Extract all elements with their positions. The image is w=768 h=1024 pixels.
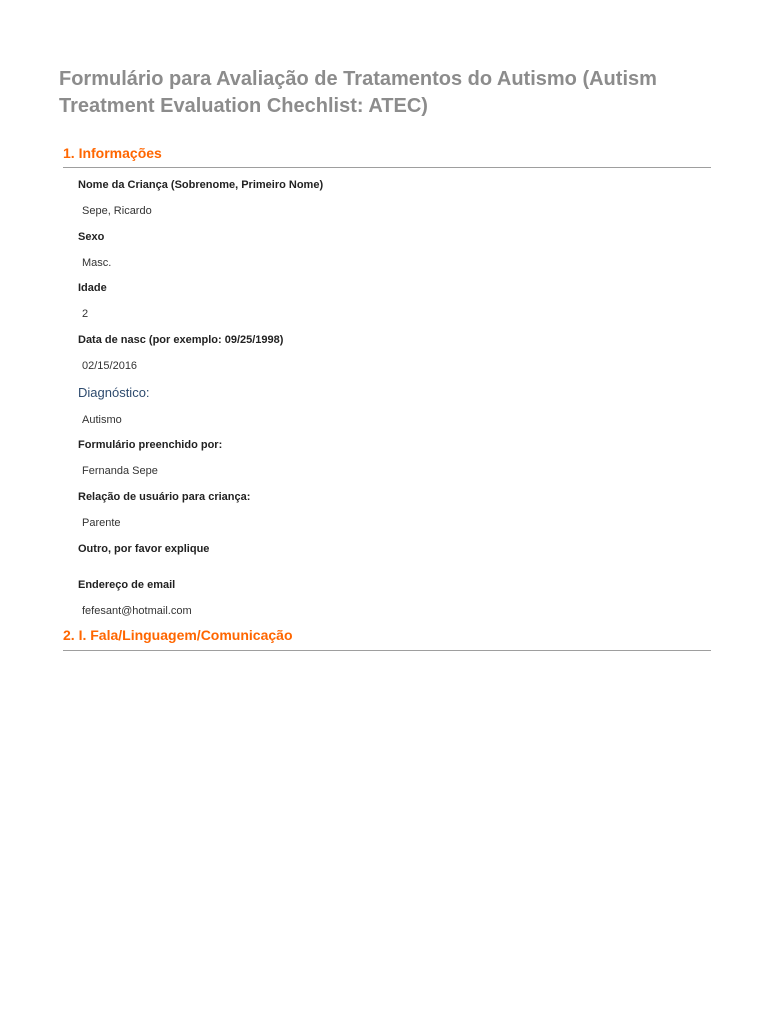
diagnosis-value: Autismo: [82, 414, 122, 426]
birth-date-label: Data de nasc (por exemplo: 09/25/1998): [78, 334, 284, 346]
filled-by-value: Fernanda Sepe: [82, 465, 158, 477]
email-value: fefesant@hotmail.com: [82, 605, 192, 617]
birth-date-value: 02/15/2016: [82, 360, 138, 372]
child-name-value: Sepe, Ricardo: [82, 205, 152, 217]
section-divider: [63, 650, 711, 651]
age-label: Idade: [78, 282, 107, 294]
child-name-label: Nome da Criança (Sobrenome, Primeiro Nome): [78, 179, 324, 191]
diagnosis-label: Diagnóstico:: [78, 385, 150, 400]
relation-value: Parente: [82, 517, 121, 529]
section-title-informacoes: 1. Informações: [63, 145, 162, 161]
email-label: Endereço de email: [78, 579, 176, 591]
section-divider: [63, 167, 711, 168]
page-title: Formulário para Avaliação de Tratamentos do Autismo (Autism Treatment Evaluation Chechlist: ATEC): [59, 68, 657, 117]
sex-label: Sexo: [78, 231, 105, 243]
filled-by-label: Formulário preenchido por:: [78, 439, 223, 451]
age-value: 2: [82, 308, 89, 320]
section-title-fala-linguagem: 2. I. Fala/Linguagem/Comunicação: [63, 627, 293, 643]
relation-label: Relação de usuário para criança:: [78, 491, 251, 503]
other-explain-label: Outro, por favor explique: [78, 543, 210, 555]
sex-value: Masc.: [82, 257, 112, 269]
